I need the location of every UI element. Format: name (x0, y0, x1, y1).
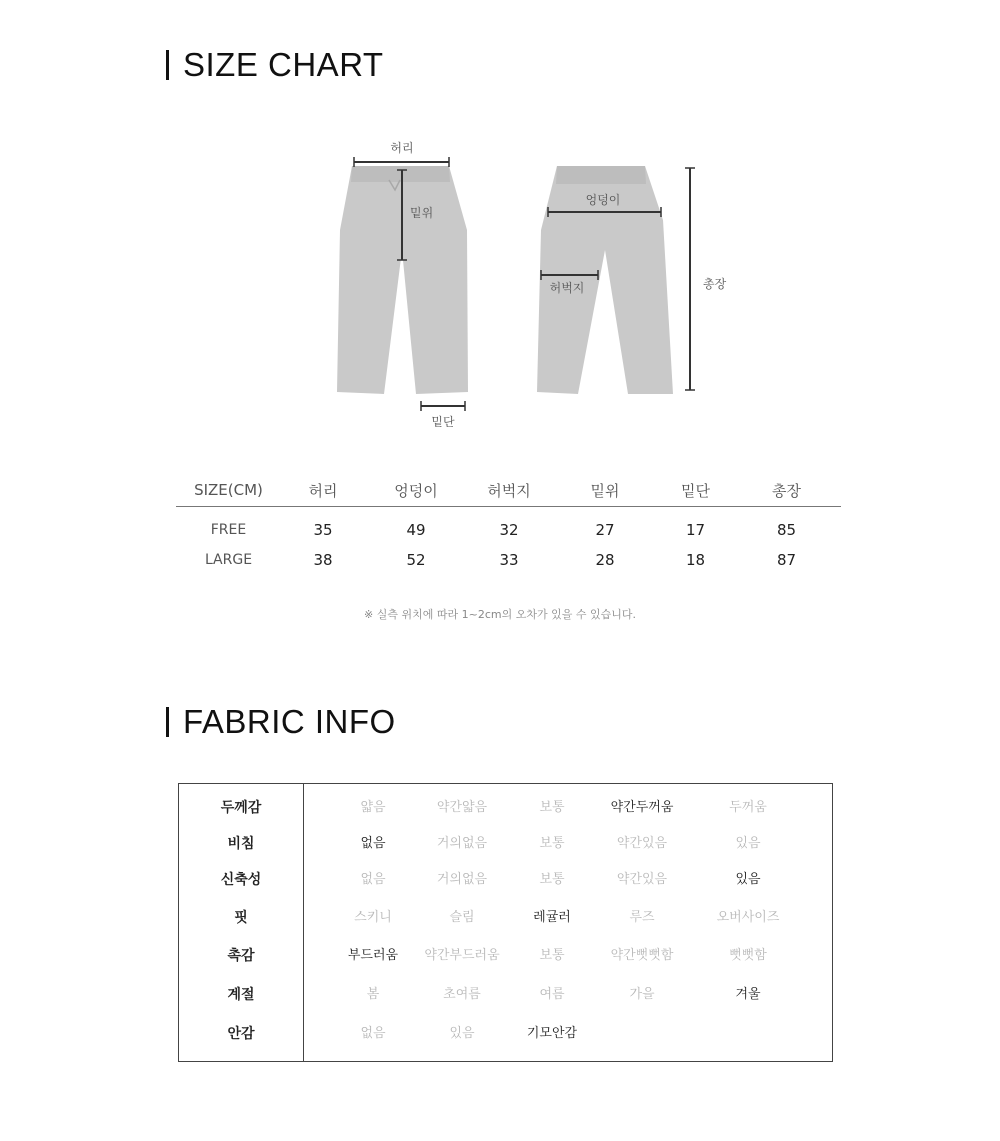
label-hem: 밑단 (431, 415, 455, 429)
back-waistband (556, 166, 646, 184)
fabric-option: 약간있음 (616, 836, 668, 851)
fabric-option: 슬림 (449, 910, 475, 925)
fabric-option: 거의없음 (436, 872, 488, 887)
fabric-option: 가을 (629, 987, 655, 1002)
fabric-option: 얇음 (360, 800, 386, 815)
label-rise: 밑위 (410, 206, 434, 220)
size-table (176, 474, 841, 575)
fabric-option: 약간부드러움 (424, 948, 500, 963)
label-hip: 엉덩이 (585, 193, 621, 207)
fabric-row (179, 981, 832, 1009)
fabric-option: 오버사이즈 (716, 910, 780, 925)
fabric-row-label: 계절 (227, 987, 255, 1003)
fabric-info-title-text: FABRIC INFO (183, 703, 396, 740)
fabric-row (179, 830, 832, 858)
fabric-row (179, 942, 832, 970)
header-waist: 허리 (281, 474, 365, 507)
header-rise: 밑위 (551, 474, 659, 507)
fabric-option-selected: 부드러움 (347, 948, 399, 963)
table-cell: 52 (406, 551, 426, 569)
row-size-label: FREE (210, 522, 247, 538)
fabric-row (179, 904, 832, 932)
fabric-option: 약간얇음 (436, 800, 488, 815)
fabric-option: 거의없음 (436, 836, 488, 851)
fabric-row (179, 1020, 832, 1048)
table-cell: 35 (313, 521, 333, 539)
table-cell: 17 (685, 521, 706, 539)
fabric-option: 약간뻣뻣함 (610, 948, 674, 963)
header-thigh: 허벅지 (467, 474, 551, 507)
table-cell: 49 (406, 521, 426, 539)
fabric-row-label: 핏 (234, 910, 248, 926)
fabric-option: 여름 (539, 987, 565, 1002)
table-cell: 85 (776, 521, 797, 539)
label-total-length: 총장 (703, 277, 727, 291)
fabric-option: 보통 (539, 948, 565, 963)
fabric-option-selected: 겨울 (735, 987, 761, 1002)
fabric-info-title (166, 703, 396, 741)
table-row (176, 545, 841, 575)
fabric-option: 있음 (735, 836, 761, 851)
header-size: SIZE(CM) (176, 474, 281, 507)
size-chart-title (166, 46, 384, 84)
fabric-option: 초여름 (443, 987, 481, 1002)
table-cell: 27 (595, 521, 615, 539)
title-bar (166, 707, 169, 737)
fabric-row (179, 794, 832, 822)
header-total-length: 총장 (732, 474, 841, 507)
size-table-header-row (176, 474, 841, 507)
fabric-option-selected: 기모안감 (526, 1026, 578, 1041)
fabric-row-label: 촉감 (227, 948, 255, 964)
table-cell: 38 (313, 551, 333, 569)
fabric-row-label: 신축성 (220, 872, 262, 888)
table-cell: 18 (685, 551, 706, 569)
fabric-row-label: 비침 (227, 836, 255, 852)
fabric-option: 있음 (449, 1026, 475, 1041)
fabric-option: 보통 (539, 836, 565, 851)
title-bar (166, 50, 169, 80)
table-cell: 32 (499, 521, 519, 539)
fabric-option: 없음 (360, 872, 386, 887)
measurement-note: ※ 실측 위치에 따라 1~2cm의 오차가 있을 수 있습니다. (364, 608, 636, 621)
fabric-row-label: 두께감 (220, 800, 262, 816)
row-size-label: LARGE (204, 552, 253, 568)
table-cell: 28 (595, 551, 615, 569)
fabric-option: 보통 (539, 872, 565, 887)
label-waist: 허리 (390, 141, 414, 155)
fabric-option-selected: 레귤러 (533, 910, 571, 925)
table-row (176, 507, 841, 546)
label-thigh: 허벅지 (549, 281, 585, 295)
fabric-option: 보통 (539, 800, 565, 815)
fabric-option: 루즈 (629, 910, 655, 925)
fabric-option: 약간있음 (616, 872, 668, 887)
fabric-option-selected: 약간두꺼움 (610, 800, 674, 815)
front-waistband (351, 166, 450, 182)
fabric-option: 봄 (366, 987, 380, 1002)
fabric-row (179, 866, 832, 894)
fabric-info-table (178, 783, 833, 1062)
header-hem: 밑단 (659, 474, 732, 507)
fabric-option-selected: 없음 (360, 836, 386, 851)
fabric-option: 없음 (360, 1026, 386, 1041)
fabric-option: 뻣뻣함 (729, 948, 767, 963)
size-chart-title-text: SIZE CHART (183, 46, 384, 83)
fabric-option-selected: 있음 (735, 872, 761, 887)
table-cell: 33 (499, 551, 519, 569)
header-hip: 엉덩이 (365, 474, 467, 507)
fabric-option: 두꺼움 (729, 800, 767, 815)
fabric-option: 스키니 (354, 910, 392, 925)
table-cell: 87 (776, 551, 797, 569)
fabric-row-label: 안감 (227, 1026, 255, 1042)
pants-measurement-diagram (0, 130, 1000, 440)
